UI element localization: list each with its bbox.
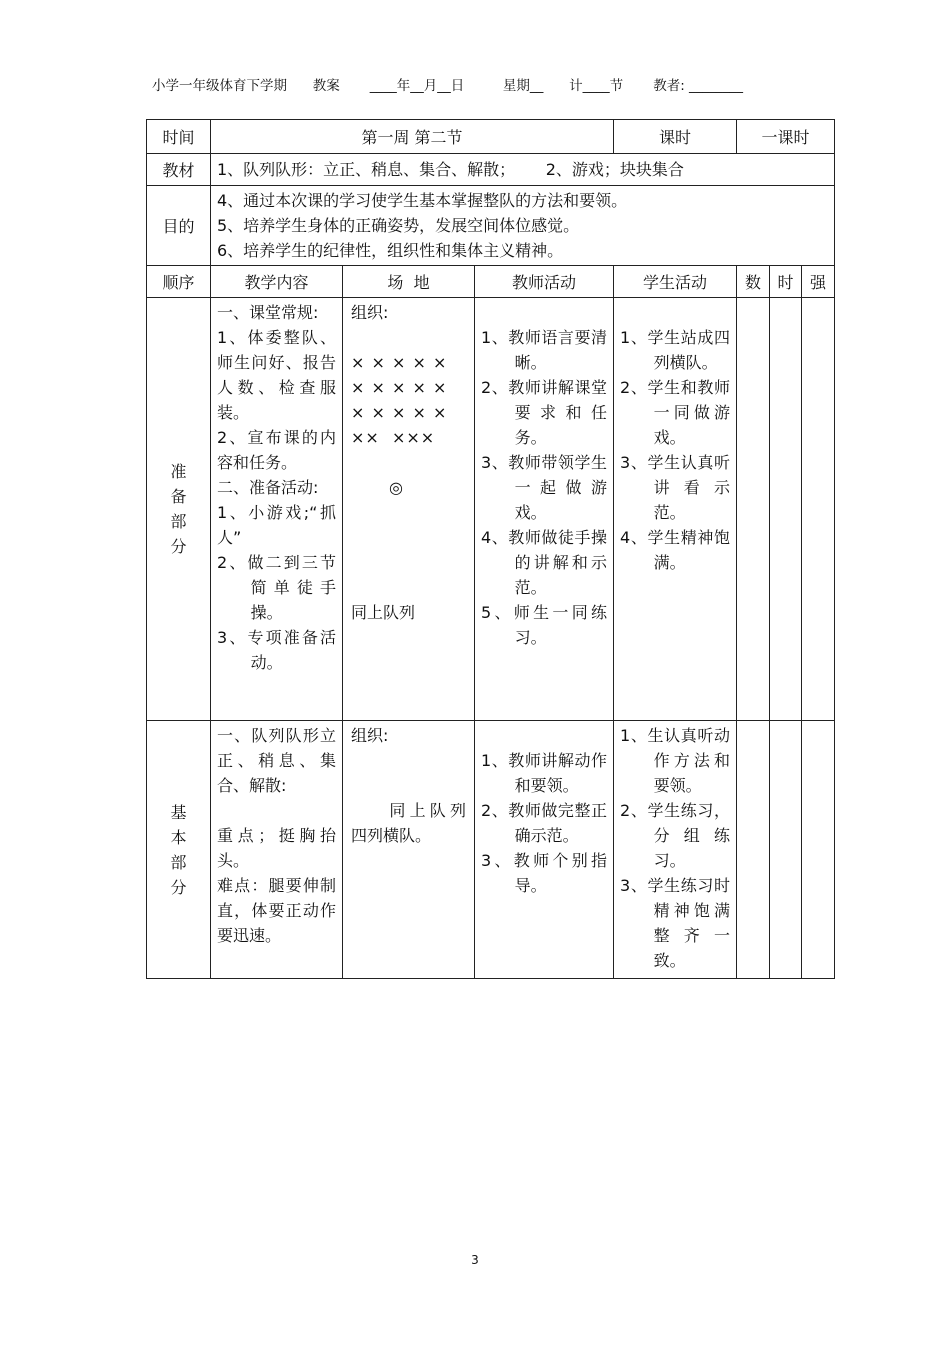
student-item: 3、学生认真听讲看示范。	[620, 453, 730, 522]
basic-count	[737, 721, 770, 979]
goal-row	[147, 186, 835, 266]
content-line	[217, 798, 336, 823]
teacher-item: 2、教师做完整正确示范。	[481, 801, 607, 845]
venue-title: 组织:	[351, 303, 389, 322]
col-student: 学生活动	[614, 266, 737, 298]
formation-row: ×× ×××	[351, 428, 436, 447]
goal-item: 5、培养学生身体的正确姿势，发展空间体位感觉。	[217, 216, 580, 235]
content-line: 一、课堂常规:	[217, 303, 319, 322]
col-teacher: 教师活动	[475, 266, 614, 298]
prep-section-label: 准 备 部 分	[147, 298, 211, 721]
prep-time	[770, 298, 802, 721]
material-row	[147, 154, 835, 186]
page-number: 3	[471, 1253, 479, 1267]
content-line: 重点；挺胸抬头。	[217, 826, 336, 870]
col-count: 数	[737, 266, 770, 298]
content-line: 难点：腿要伸制直，体要正动作要迅速。	[217, 876, 336, 945]
goal-list	[211, 186, 835, 266]
prep-count	[737, 298, 770, 721]
content-line: 二、准备活动:	[217, 478, 319, 497]
content-line: 3、专项准备活动。	[217, 628, 336, 672]
basic-teacher	[475, 721, 614, 979]
col-intensity: 强	[802, 266, 835, 298]
student-item: 4、学生精神饱满。	[620, 528, 730, 572]
venue-note: 同上队列四列横队。	[351, 801, 466, 845]
col-content: 教学内容	[211, 266, 343, 298]
period-label: 课时	[614, 120, 737, 154]
formation-row: × × × × ×	[351, 353, 448, 372]
basic-section-row	[147, 721, 835, 979]
material-label: 教材	[147, 154, 211, 186]
basic-student	[614, 721, 737, 979]
teacher-position-mark: ◎	[389, 478, 403, 497]
student-item: 2、学生和教师一同做游戏。	[620, 378, 730, 447]
prep-intensity	[802, 298, 835, 721]
period-value: 一课时	[737, 120, 835, 154]
student-item: 1、生认真听动作方法和要领。	[620, 726, 730, 795]
teacher-item: 1、教师语言要清晰。	[481, 328, 607, 372]
prep-student	[614, 298, 737, 721]
basic-intensity	[802, 721, 835, 979]
column-header-row	[147, 266, 835, 298]
content-line: 2、宣布课的内容和任务。	[217, 428, 336, 472]
teacher-item: 3、教师带领学生一起做游戏。	[481, 453, 607, 522]
teacher-item: 3、教师个别指导。	[481, 851, 607, 895]
material-value: 1、队列队形：立正、稍息、集合、解散； 2、游戏；块块集合	[211, 154, 835, 186]
formation-row: × × × × ×	[351, 378, 448, 397]
content-line: 1、体委整队、师生问好、报告人数、检查服装。	[217, 328, 336, 422]
venue-note: 同上队列	[351, 603, 416, 622]
time-label: 时间	[147, 120, 211, 154]
student-item: 2、学生练习，分组练习。	[620, 801, 730, 870]
content-line: 2、做二到三节简单徒手操。	[217, 553, 336, 622]
basic-venue	[343, 721, 475, 979]
basic-time	[770, 721, 802, 979]
teacher-item: 5、师生一同练习。	[481, 603, 607, 647]
student-item: 1、学生站成四列横队。	[620, 328, 730, 372]
teacher-item: 4、教师做徒手操的讲解和示范。	[481, 528, 607, 597]
goal-item: 6、培养学生的纪律性，组织性和集体主义精神。	[217, 241, 564, 260]
goal-item: 4、通过本次课的学习使学生基本掌握整队的方法和要领。	[217, 191, 628, 210]
teacher-item: 1、教师讲解动作和要领。	[481, 751, 607, 795]
col-order: 顺序	[147, 266, 211, 298]
formation-row: × × × × ×	[351, 403, 448, 422]
prep-venue	[343, 298, 475, 721]
student-item: 3、学生练习时精神饱满整齐一致。	[620, 876, 730, 970]
lesson-plan-table	[146, 119, 835, 979]
document-header: 小学一年级体育下学期 教案 ____年__月__日 星期__ 计____节 教者: ________	[152, 78, 744, 94]
prep-teacher	[475, 298, 614, 721]
basic-content	[211, 721, 343, 979]
goal-label: 目的	[147, 186, 211, 266]
venue-title: 组织:	[351, 726, 389, 745]
teacher-item: 2、教师讲解课堂要求和任务。	[481, 378, 607, 447]
time-value: 第一周 第二节	[211, 120, 614, 154]
prep-content	[211, 298, 343, 721]
col-time: 时	[770, 266, 802, 298]
content-line: 一、队列队形立正、稍息、集合、解散:	[217, 726, 336, 795]
content-line: 1、小游戏;“抓人”	[217, 503, 336, 547]
col-venue: 场 地	[343, 266, 475, 298]
prep-section-row	[147, 298, 835, 721]
time-row	[147, 120, 835, 154]
basic-section-label: 基 本 部 分	[147, 721, 211, 979]
